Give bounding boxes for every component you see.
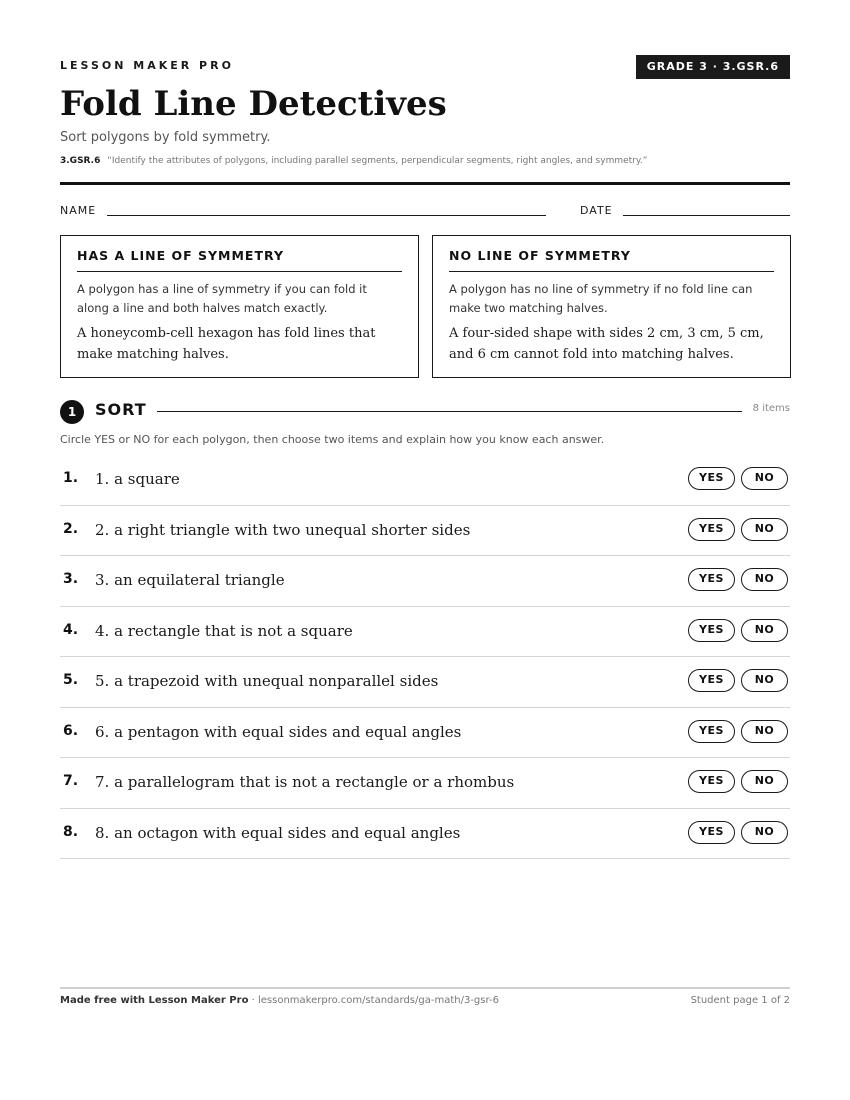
header-divider: [60, 182, 790, 185]
name-label: NAME: [60, 204, 97, 217]
yes-option[interactable]: YES: [688, 619, 735, 642]
item-number: 5.: [63, 672, 79, 688]
item-list: [60, 455, 790, 859]
no-option[interactable]: NO: [741, 720, 788, 743]
yes-option[interactable]: YES: [688, 568, 735, 591]
yes-option[interactable]: YES: [688, 720, 735, 743]
standard-code: 3.GSR.6: [60, 156, 101, 166]
item-text: 7. a parallelogram that is not a rectangle or a rhombus: [95, 773, 515, 791]
no-option[interactable]: NO: [741, 568, 788, 591]
page-footer: [60, 995, 790, 1006]
page-indicator: Student page 1 of 2: [690, 995, 790, 1006]
item-number: 6.: [63, 722, 79, 739]
list-item: [60, 657, 790, 708]
no-option[interactable]: NO: [741, 619, 788, 642]
item-text: 6. a pentagon with equal sides and equal angles: [95, 722, 462, 741]
no-option[interactable]: NO: [741, 467, 788, 490]
worksheet-page: [60, 0, 790, 1100]
page-subtitle: Sort polygons by fold symmetry.: [60, 130, 271, 145]
item-number: 7.: [63, 773, 79, 789]
item-text: 5. a trapezoid with unequal nonparallel sides: [95, 672, 439, 690]
footer-brand: Made free with Lesson Maker Pro: [60, 995, 249, 1006]
item-number: 3.: [63, 571, 79, 587]
item-number: 4.: [63, 621, 79, 638]
list-item: [60, 607, 790, 658]
name-field[interactable]: [107, 215, 546, 216]
footer-url[interactable]: lessonmakerpro.com/standards/ga-math/3-gsr-6: [257, 995, 499, 1006]
grade-badge: GRADE 3 · 3.GSR.6: [636, 55, 790, 79]
item-text: 8. an octagon with equal sides and equal angles: [95, 823, 461, 842]
date-field[interactable]: [623, 215, 790, 216]
list-item: [60, 506, 790, 557]
header-bar: [60, 55, 790, 79]
section-divider: [157, 411, 742, 412]
has-symmetry-definition: A polygon has a line of symmetry if you can fold it along a line and both halves match exactly.: [77, 282, 367, 315]
page-title: Fold Line Detectives: [60, 84, 447, 124]
footer-separator: ·: [248, 995, 258, 1006]
item-text: 3. an equilateral triangle: [95, 571, 285, 589]
brand-name: LESSON MAKER PRO: [60, 59, 234, 72]
no-symmetry-example: A four-sided shape with sides 2 cm, 3 cm, 5 cm, and 6 cm cannot fold into matching halves.: [449, 326, 764, 362]
list-item: [60, 758, 790, 809]
yes-option[interactable]: YES: [688, 669, 735, 692]
item-number: 1.: [63, 470, 79, 486]
no-option[interactable]: NO: [741, 770, 788, 793]
list-item: [60, 455, 790, 506]
yes-option[interactable]: YES: [688, 770, 735, 793]
sort-section-header: [60, 398, 790, 422]
item-count: 8 items: [752, 403, 790, 414]
student-info-row: [60, 203, 790, 219]
no-symmetry-heading: NO LINE OF SYMMETRY: [449, 248, 774, 272]
item-text: 4. a rectangle that is not a square: [95, 621, 353, 640]
footer-divider: [60, 987, 790, 989]
yes-option[interactable]: YES: [688, 821, 735, 844]
has-symmetry-heading: HAS A LINE OF SYMMETRY: [77, 248, 402, 272]
yes-option[interactable]: YES: [688, 467, 735, 490]
list-item: [60, 708, 790, 759]
yes-option[interactable]: YES: [688, 518, 735, 541]
sort-instructions: Circle YES or NO for each polygon, then choose two items and explain how you know each answer.: [60, 433, 605, 446]
item-number: 2.: [63, 520, 79, 537]
standard-text: “Identify the attributes of polygons, including parallel segments, perpendicular segments, right angles, and symmetry.”: [107, 156, 648, 166]
item-number: 8.: [63, 823, 79, 840]
no-option[interactable]: NO: [741, 669, 788, 692]
item-text: 2. a right triangle with two unequal shorter sides: [95, 520, 471, 539]
no-option[interactable]: NO: [741, 821, 788, 844]
date-label: DATE: [580, 204, 613, 217]
item-text: 1. a square: [95, 470, 180, 488]
section-title: SORT: [95, 400, 147, 419]
standard-line: [60, 156, 647, 166]
no-symmetry-definition: A polygon has no line of symmetry if no fold line can make two matching halves.: [449, 282, 753, 315]
list-item: [60, 809, 790, 860]
has-symmetry-example: A honeycomb-cell hexagon has fold lines that make matching halves.: [77, 326, 376, 362]
has-symmetry-box: [60, 235, 419, 378]
section-number-badge: 1: [60, 400, 84, 424]
no-symmetry-box: [432, 235, 791, 378]
list-item: [60, 556, 790, 607]
no-option[interactable]: NO: [741, 518, 788, 541]
